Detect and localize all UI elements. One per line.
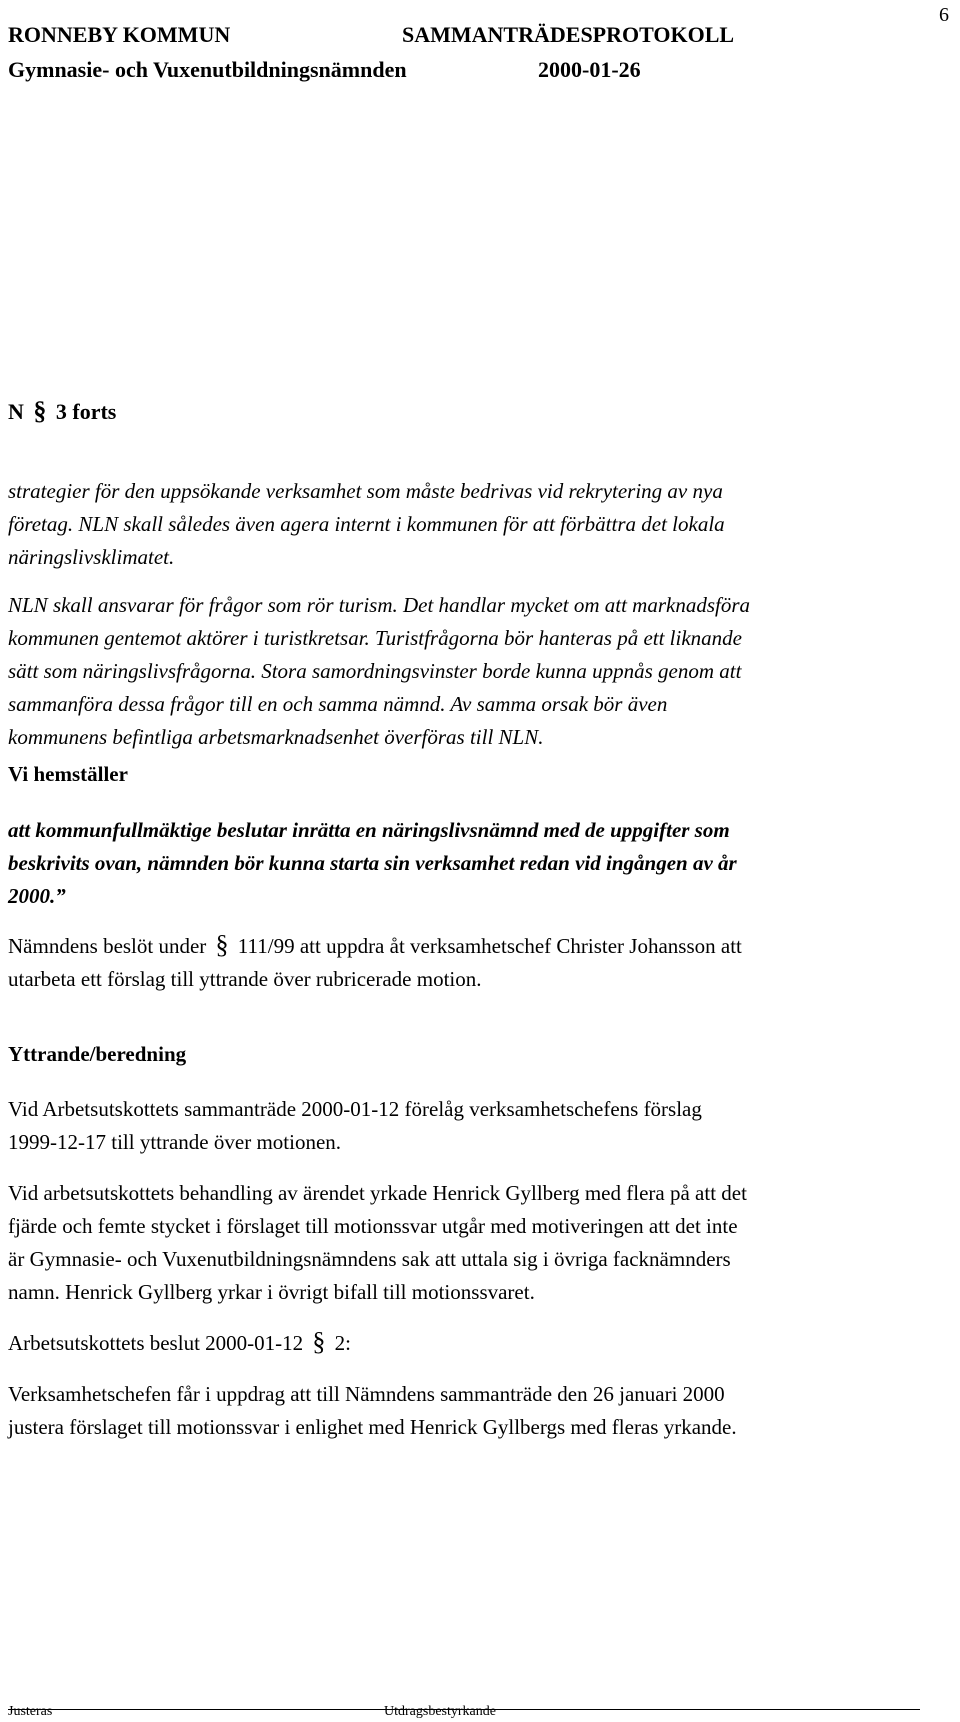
au-decision-after: 2: — [334, 1331, 351, 1355]
paragraph-symbol: § — [312, 1327, 326, 1356]
text-line: näringslivsklimatet. — [8, 545, 175, 569]
header-committee: Gymnasie- och Vuxenutbildningsnämnden — [8, 57, 407, 82]
au-decision-before: Arbetsutskottets beslut 2000-01-12 — [8, 1331, 304, 1355]
text-line: är Gymnasie- och Vuxenutbildningsnämndens sak att uttala sig i övriga facknämnders — [8, 1247, 731, 1271]
italic-paragraph-2 — [8, 589, 750, 754]
text-line: Verksamhetschefen får i uppdrag att till Nämndens sammanträde den 26 januari 2000 — [8, 1382, 725, 1406]
header-date: 2000-01-26 — [538, 57, 641, 82]
italic-paragraph-1 — [8, 475, 725, 574]
text-line: 1999-12-17 till yttrande över motionen. — [8, 1130, 342, 1154]
text-line: kommunen gentemot aktörer i turistkretsar. Turistfrågorna bör hanteras på ett liknande — [8, 626, 742, 650]
proposal-text — [8, 814, 737, 913]
decision-text-before: Nämndens beslöt under — [8, 934, 207, 958]
text-line: att kommunfullmäktige beslutar inrätta en näringslivsnämnd med de uppgifter som — [8, 818, 730, 842]
text-line: Vid Arbetsutskottets sammanträde 2000-01-12 förelåg verksamhetschefens förslag — [8, 1097, 702, 1121]
statement-paragraph-1 — [8, 1093, 702, 1159]
text-line: sätt som näringslivsfrågorna. Stora samordningsvinster borde kunna uppnås genom att — [8, 659, 742, 683]
statement-heading: Yttrande/beredning — [8, 1042, 187, 1066]
text-line: beskrivits ovan, nämnden bör kunna starta sin verksamhet redan vid ingången av år — [8, 851, 737, 875]
decision-paragraph — [8, 928, 742, 996]
text-line: strategier för den uppsökande verksamhet som måste bedrivas vid rekrytering av nya — [8, 479, 723, 503]
section-heading — [8, 396, 116, 426]
page-number: 6 — [939, 4, 949, 26]
decision-text-after: 111/99 att uppdra åt verksamhetschef Christer Johansson att — [237, 934, 742, 958]
au-decision-line — [8, 1325, 351, 1360]
text-line: NLN skall ansvarar för frågor som rör turism. Det handlar mycket om att marknadsföra — [8, 593, 751, 617]
final-paragraph — [8, 1378, 737, 1444]
footer-utdragsbestyrkande: Utdragsbestyrkande — [384, 1704, 496, 1719]
statement-paragraph-2 — [8, 1177, 747, 1309]
footer-justeras: Justeras — [8, 1704, 53, 1719]
paragraph-symbol: § — [215, 930, 229, 959]
text-line: fjärde och femte stycket i förslaget till motionssvar utgår med motiveringen att det inte — [8, 1214, 738, 1238]
proposal-heading: Vi hemställer — [8, 762, 128, 786]
text-line: företag. NLN skall således även agera internt i kommunen för att förbättra det lokala — [8, 512, 725, 536]
text-line: namn. Henrick Gyllberg yrkar i övrigt bifall till motionssvaret. — [8, 1280, 535, 1304]
text-line — [8, 928, 742, 963]
text-line: kommunens befintliga arbetsmarknadsenhet överföras till NLN. — [8, 725, 544, 749]
text-line: 2000.” — [8, 884, 66, 908]
text-line: Vid arbetsutskottets behandling av ärendet yrkade Henrick Gyllberg med flera på att det — [8, 1181, 747, 1205]
header-doc-type: SAMMANTRÄDESPROTOKOLL — [402, 22, 735, 47]
section-symbol: § — [33, 396, 47, 425]
section-prefix: N — [8, 399, 24, 424]
text-line: utarbeta ett förslag till yttrande över rubricerade motion. — [8, 967, 482, 991]
text-line: justera förslaget till motionssvar i enlighet med Henrick Gyllbergs med fleras yrkande. — [8, 1415, 737, 1439]
text-line: sammanföra dessa frågor till en och samma nämnd. Av samma orsak bör även — [8, 692, 668, 716]
header-org: RONNEBY KOMMUN — [8, 22, 231, 47]
section-suffix: 3 forts — [55, 399, 117, 424]
